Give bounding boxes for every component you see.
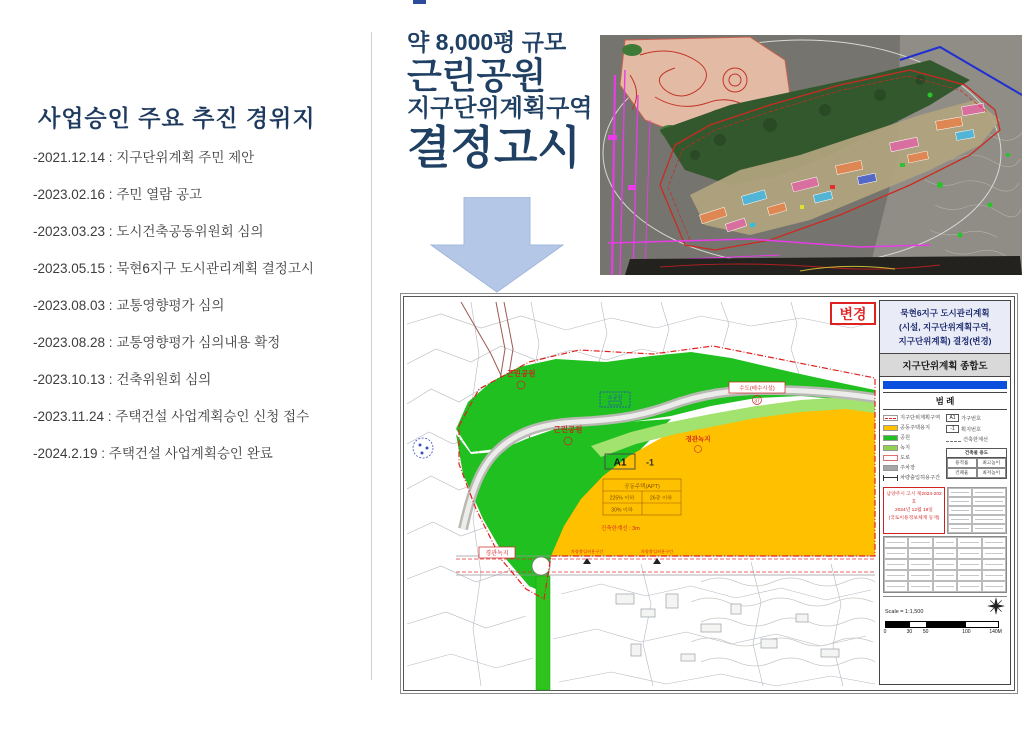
legend-swatch-boundary — [883, 415, 898, 421]
aerial-site-plan-image — [600, 35, 1022, 275]
headline-line: 근린공원 — [407, 54, 547, 96]
headline-line: 결정고시 — [407, 121, 581, 173]
scale-section — [883, 596, 1007, 649]
buffer-label: 경관녹지 — [685, 436, 711, 443]
svg-text:소공원: 소공원 — [607, 395, 623, 401]
legend-label: 건축한계선 — [963, 437, 989, 444]
headline-line: 약 8,000평 규모 — [407, 29, 567, 55]
legend-swatch-park — [883, 435, 898, 441]
use-cell: 용적률 — [947, 458, 977, 468]
svg-text:26층 이하: 26층 이하 — [649, 495, 673, 502]
headline-block — [407, 30, 592, 173]
map-subtitle: 지구단위계획 종합도 — [880, 354, 1010, 377]
svg-text:경관녹지: 경관녹지 — [485, 551, 509, 557]
legend-symbol-lot: -1 — [946, 425, 959, 433]
legend-label: 가구번호 — [961, 415, 982, 422]
svg-text:A1: A1 — [613, 457, 627, 469]
info-table — [947, 487, 1007, 534]
timeline-item: -2023.10.13 : 건축위원회 심의 — [33, 372, 212, 387]
legend-label: 지구단위계획구역 — [900, 415, 941, 422]
park-label-lower: 근린공원 — [553, 425, 583, 434]
timeline-list — [33, 150, 314, 483]
blue-seal-icon — [413, 438, 433, 458]
change-stamp — [831, 303, 875, 324]
legend-label: 도로 — [900, 455, 911, 462]
buffer-boxed-label — [479, 547, 515, 558]
legend-swatch-access — [883, 475, 898, 481]
legend-swatch-parking — [883, 465, 898, 471]
legend-label: 공동주택용지 — [900, 425, 931, 432]
compass-icon — [987, 597, 1005, 615]
legend-body — [880, 410, 1010, 485]
map-title-block — [880, 301, 1010, 354]
map-title-line: 지구단위계획) 결정(변경) — [898, 336, 992, 347]
svg-text:225% 이하: 225% 이하 — [609, 495, 635, 502]
legend-header: 범 례 — [883, 392, 1007, 410]
timeline-item: -2023.03.23 : 도시건축공동위원회 심의 — [33, 224, 264, 239]
timeline-item: -2023.08.03 : 교통영향평가 심의 — [33, 298, 225, 313]
map-title-line: 묵현6지구 도시관리계획 — [900, 308, 990, 318]
page-title: 사업승인 주요 추진 경위지 — [38, 105, 316, 131]
gazette-notice — [883, 487, 945, 534]
headline-line: 지구단위계획구역 — [407, 95, 593, 123]
timeline-item: -2023.11.24 : 주택건설 사업계획승인 신청 접수 — [33, 409, 310, 424]
scale-tick: 50 — [922, 629, 929, 636]
svg-text:37: 37 — [754, 398, 760, 405]
scale-tick: 30 — [906, 629, 913, 636]
scale-tick: 140M — [989, 629, 1002, 636]
timeline-item: -2021.12.14 : 지구단위계획 주민 제안 — [33, 150, 255, 165]
park-label-upper: 근린공원 — [506, 369, 536, 378]
building-use-table — [946, 448, 1007, 479]
approval-table — [883, 536, 1007, 593]
map-title-line: (시설, 지구단위계획구역, — [898, 322, 992, 333]
timeline-item: -2023.08.28 : 교통영향평가 심의내용 확정 — [33, 335, 281, 350]
notice-line: 2024년 12월 19일 — [895, 508, 933, 514]
svg-text:공동주택(APT): 공동주택(APT) — [624, 484, 660, 490]
legend-label: 녹지 — [900, 445, 911, 452]
legend-symbol-block: A1 — [946, 414, 959, 422]
scale-label: Scale = 1:1,500 — [885, 609, 924, 616]
top-decoration — [413, 0, 426, 4]
use-cell: 건폐율 — [947, 468, 977, 478]
legend-swatch-greenery — [883, 445, 898, 451]
legend-label: 획지번호 — [961, 426, 982, 433]
timeline-item: -2024.2.19 : 주택건설 사업계획승인 완료 — [33, 446, 273, 461]
legend-swatch-road — [883, 455, 898, 461]
svg-text:차량출입허용구간: 차량출입허용구간 — [570, 549, 604, 554]
legend-label: 차량출입허용구간 — [900, 475, 941, 482]
use-cell: 최저높이 — [977, 468, 1007, 478]
scale-tick: 0 — [883, 629, 887, 636]
svg-text:30% 이하: 30% 이하 — [611, 507, 633, 514]
timeline-item: -2023.02.16 : 주민 열람 공고 — [33, 187, 203, 202]
legend-label: 주차장 — [900, 465, 916, 472]
legend-panel — [879, 300, 1011, 685]
use-table-header: 건축물 용도 — [947, 449, 1006, 458]
scale-tick: 100 — [962, 629, 971, 636]
use-cell: 최고높이 — [977, 458, 1007, 468]
svg-text:-1: -1 — [646, 457, 655, 468]
down-arrow-icon — [430, 197, 564, 293]
svg-text:수도(배수시설): 수도(배수시설) — [739, 386, 775, 392]
notice-line: (국토이용정보체계 등재) — [888, 516, 940, 522]
legend-label: 공원 — [900, 435, 911, 442]
panel-mid-row — [883, 487, 1007, 534]
svg-text:변경: 변경 — [839, 306, 867, 322]
scale-bar — [885, 621, 999, 628]
scale-ticks — [883, 629, 1002, 637]
notice-line: 남양주시 고시 제2024-202호 — [886, 492, 942, 506]
legend-swatch-setback — [946, 441, 961, 442]
blue-bar — [883, 381, 1007, 389]
zoning-plan-map — [400, 293, 1018, 694]
legend-swatch-apartment — [883, 425, 898, 431]
vertical-divider — [371, 32, 372, 680]
setback-label: 건축한계선 : 3m — [601, 526, 640, 532]
svg-text:차량출입허용구간: 차량출입허용구간 — [640, 549, 674, 554]
timeline-item: -2023.05.15 : 묵현6지구 도시관리계획 결정고시 — [33, 261, 314, 276]
